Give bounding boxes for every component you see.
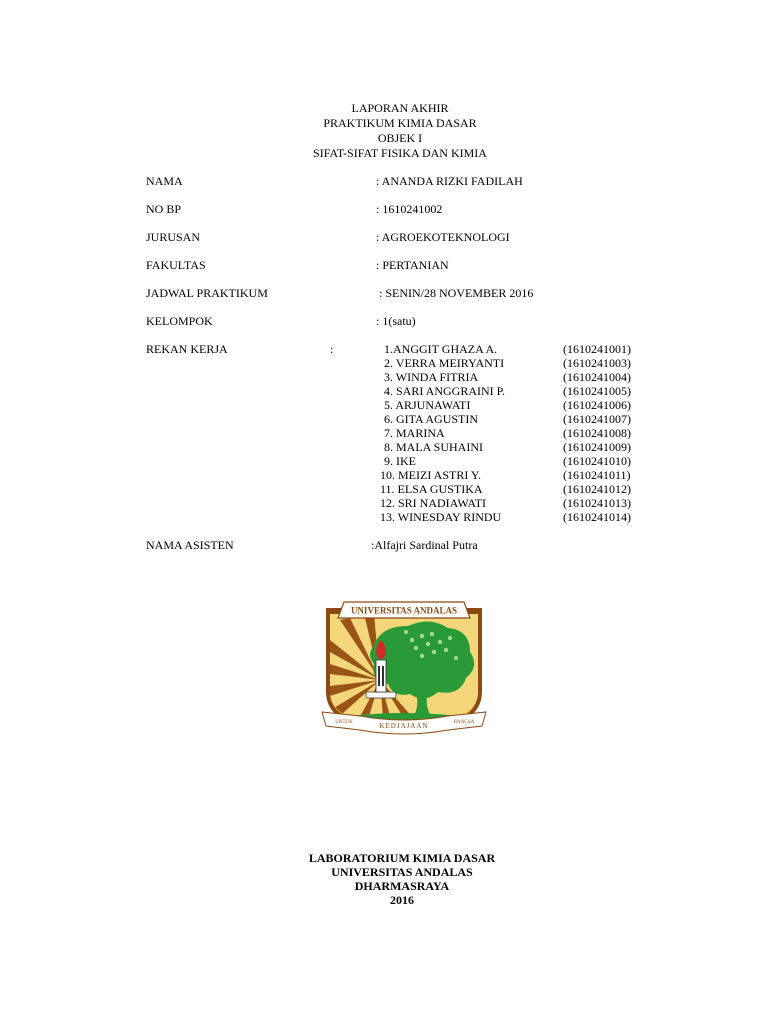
logo-motto-right: BANGSA <box>453 720 475 725</box>
field-value-kelompok: : 1(satu) <box>376 314 416 328</box>
member-id: (1610241008) <box>563 426 631 440</box>
topic-title: SIFAT-SIFAT FISIKA DAN KIMIA <box>313 146 487 160</box>
member-id: (1610241004) <box>563 370 631 384</box>
report-title: LAPORAN AKHIR <box>351 101 449 115</box>
member-name: 9. IKE <box>384 454 416 468</box>
field-value-nobp: : 1610241002 <box>376 202 443 216</box>
member-name: 11. ELSA GUSTIKA <box>380 482 483 496</box>
member-name: 7. MARINA <box>384 426 445 440</box>
field-value-jurusan: : AGROEKOTEKNOLOGI <box>376 230 510 244</box>
field-label-kelompok: KELOMPOK <box>146 314 213 328</box>
member-id: (1610241013) <box>563 496 631 510</box>
field-label-jadwal: JADWAL PRAKTIKUM <box>146 286 268 300</box>
candle <box>376 660 386 692</box>
member-id: (1610241003) <box>563 356 631 370</box>
member-id: (1610241012) <box>563 482 631 496</box>
rekan-kerja-label: REKAN KERJA <box>146 342 228 356</box>
member-name: 1.ANGGIT GHAZA A. <box>384 342 498 356</box>
logo-top-text: UNIVERSITAS ANDALAS <box>350 605 458 616</box>
object-title: OBJEK I <box>377 131 423 145</box>
asisten-value: :Alfajri Sardinal Putra <box>371 538 478 552</box>
field-value-jadwal: : SENIN/28 NOVEMBER 2016 <box>379 286 534 300</box>
footer-university: UNIVERSITAS ANDALAS <box>331 865 473 879</box>
member-name: 5. ARJUNAWATI <box>384 398 471 412</box>
member-id: (1610241009) <box>563 440 631 454</box>
logo-motto-center: KEDJAJAAN <box>379 722 429 730</box>
footer-lab: LABORATORIUM KIMIA DASAR <box>308 851 496 865</box>
field-label-jurusan: JURUSAN <box>146 230 201 244</box>
field-label-nobp: NO BP <box>146 202 182 216</box>
member-name: 10. MEIZI ASTRI Y. <box>380 468 482 482</box>
footer-campus: DHARMASRAYA <box>354 879 450 893</box>
member-id: (1610241007) <box>563 412 631 426</box>
member-name: 4. SARI ANGGRAINI P. <box>384 384 506 398</box>
member-id: (1610241014) <box>563 510 631 524</box>
member-name: 12. SRI NADIAWATI <box>380 496 487 510</box>
field-label-nama: NAMA <box>146 174 183 188</box>
member-name: 13. WINESDAY RINDU <box>380 510 502 524</box>
member-name: 8. MALA SUHAINI <box>384 440 483 454</box>
member-id: (1610241006) <box>563 398 631 412</box>
member-id: (1610241001) <box>563 342 631 356</box>
asisten-label: NAMA ASISTEN <box>146 538 234 552</box>
member-id: (1610241005) <box>563 384 631 398</box>
footer-year: 2016 <box>390 893 414 907</box>
logo-motto-left: UNTUK <box>335 720 353 725</box>
field-value-nama: : ANANDA RIZKI FADILAH <box>376 174 523 188</box>
member-id: (1610241010) <box>563 454 631 468</box>
university-logo <box>320 600 488 736</box>
course-title: PRAKTIKUM KIMIA DASAR <box>323 116 477 130</box>
field-value-fakultas: : PERTANIAN <box>376 258 449 272</box>
rekan-kerja-colon: : <box>330 342 334 356</box>
member-name: 3. WINDA FITRIA <box>384 370 479 384</box>
member-name: 6. GITA AGUSTIN <box>384 412 479 426</box>
member-id: (1610241011) <box>563 468 631 482</box>
field-label-fakultas: FAKULTAS <box>146 258 206 272</box>
member-name: 2. VERRA MEIRYANTI <box>384 356 505 370</box>
candle-base <box>366 692 396 698</box>
